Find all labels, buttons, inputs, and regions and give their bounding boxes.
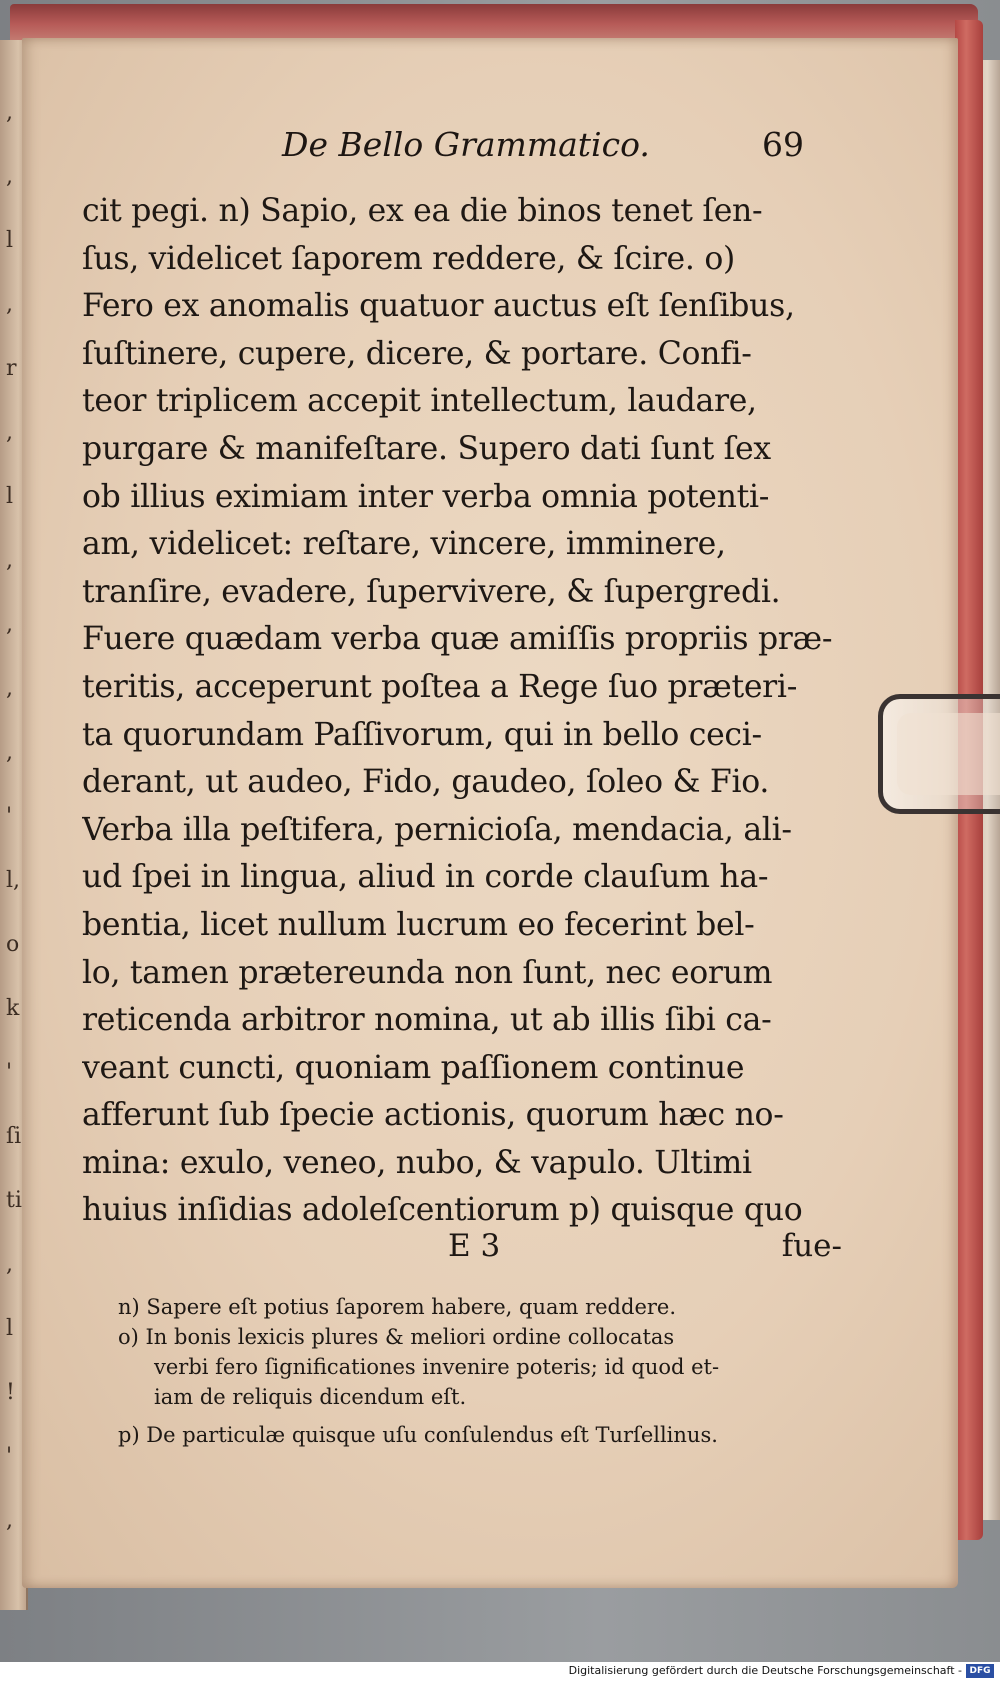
facing-page-mark: , bbox=[6, 1252, 13, 1277]
facing-page-mark: ti bbox=[6, 1188, 22, 1213]
facing-page-mark: l bbox=[6, 228, 14, 253]
body-line: mina: exulo, veneo, nubo, & vapulo. Ultimi bbox=[82, 1144, 752, 1181]
page-clip bbox=[878, 694, 1000, 814]
body-line: teritis, acceperunt poſtea a Rege ſuo præteri- bbox=[82, 668, 798, 705]
facing-page-mark: ! bbox=[6, 1380, 15, 1405]
body-line: afferunt ſub ſpecie actionis, quorum hæc no- bbox=[82, 1097, 784, 1134]
signature-line bbox=[82, 1228, 842, 1274]
body-line: huius inſidias adoleſcentiorum p) quisque quo bbox=[82, 1192, 803, 1229]
body-line: Verba illa peſtifera, pernicioſa, mendacia, ali- bbox=[82, 811, 792, 848]
facing-page-mark: , bbox=[6, 420, 13, 445]
credit-bar bbox=[0, 1662, 1000, 1681]
facing-page-marks bbox=[2, 100, 22, 1600]
body-line: purgare & manifeſtare. Supero dati ſunt ſex bbox=[82, 430, 771, 467]
footnote-p: p) De particulæ quisque uſu conſulendus eſt Turſellinus. bbox=[118, 1423, 718, 1447]
body-line: bentia, licet nullum lucrum eo fecerint bel- bbox=[82, 906, 755, 943]
signature-mark: E 3 bbox=[448, 1228, 501, 1264]
facing-page-mark: , bbox=[6, 292, 13, 317]
facing-page-mark: ' bbox=[6, 804, 13, 829]
body-line: tranſire, evadere, ſupervivere, & ſupergredi. bbox=[82, 573, 781, 610]
page-number: 69 bbox=[762, 125, 804, 164]
footnote-o-continued: verbi fero ſignificationes invenire poteris; id quod et- bbox=[154, 1355, 720, 1379]
body-line: lo, tamen prætereunda non ſunt, nec eorum bbox=[82, 954, 773, 991]
body-line: derant, ut audeo, Fido, gaudeo, ſoleo & Fio. bbox=[82, 764, 770, 801]
body-line: veant cuncti, quoniam paſſionem continue bbox=[82, 1049, 745, 1086]
facing-page-mark: o bbox=[6, 932, 20, 957]
body-line: am, videlicet: reſtare, vincere, imminere, bbox=[82, 526, 726, 563]
body-line: ta quorundam Paſſivorum, qui in bello ceci- bbox=[82, 716, 762, 753]
body-text bbox=[82, 188, 842, 1235]
credit-text: Digitalisierung gefördert durch die Deutsche Forschungsgemeinschaft - bbox=[568, 1664, 962, 1677]
facing-page-mark: , bbox=[6, 612, 13, 637]
body-line: cit pegi. n) Sapio, ex ea die binos tenet ſen- bbox=[82, 193, 763, 229]
body-line: ob illius eximiam inter verba omnia potenti- bbox=[82, 478, 770, 515]
facing-page-mark: r bbox=[6, 356, 17, 381]
facing-page-mark: , bbox=[6, 548, 13, 573]
body-line: Fuere quædam verba quæ amiſſis propriis præ- bbox=[82, 621, 833, 658]
facing-page-mark: , bbox=[6, 676, 13, 701]
footnotes bbox=[118, 1292, 844, 1450]
body-line: ud ſpei in lingua, aliud in corde clauſum ha- bbox=[82, 859, 769, 896]
facing-page-mark: l, bbox=[6, 868, 21, 893]
facing-page-mark: ſi bbox=[6, 1124, 22, 1149]
running-head bbox=[282, 125, 804, 165]
body-line: reticenda arbitror nomina, ut ab illis ſibi ca- bbox=[82, 1002, 772, 1039]
body-line: ſus, videlicet ſaporem reddere, & ſcire. o) bbox=[82, 240, 735, 277]
body-line: Fero ex anomalis quatuor auctus eſt ſenſibus, bbox=[82, 288, 795, 325]
facing-page-mark: ' bbox=[6, 1444, 13, 1469]
facing-page-mark: l bbox=[6, 484, 14, 509]
running-head-title: De Bello Grammatico. bbox=[282, 125, 650, 164]
page-clip-glass bbox=[897, 713, 1000, 795]
facing-page-mark: l bbox=[6, 1316, 14, 1341]
footnote-o: o) In bonis lexicis plures & meliori ordine collocatas bbox=[118, 1325, 675, 1349]
facing-page-mark: , bbox=[6, 164, 13, 189]
body-line: teor triplicem accepit intellectum, laudare, bbox=[82, 383, 757, 420]
facing-page-mark: ' bbox=[6, 1060, 13, 1085]
dfg-logo: DFG bbox=[966, 1664, 994, 1678]
facing-page-mark: , bbox=[6, 740, 13, 765]
facing-page-mark: , bbox=[6, 100, 13, 125]
facing-page-mark: k bbox=[6, 996, 20, 1021]
footnote-n: n) Sapere eſt potius ſaporem habere, quam reddere. bbox=[118, 1295, 677, 1319]
footnote-o-continued: iam de reliquis dicendum eſt. bbox=[154, 1385, 467, 1409]
facing-page-mark: , bbox=[6, 1508, 13, 1533]
body-line: ſuſtinere, cupere, dicere, & portare. Confi- bbox=[82, 335, 752, 372]
catchword: fue- bbox=[781, 1228, 842, 1264]
